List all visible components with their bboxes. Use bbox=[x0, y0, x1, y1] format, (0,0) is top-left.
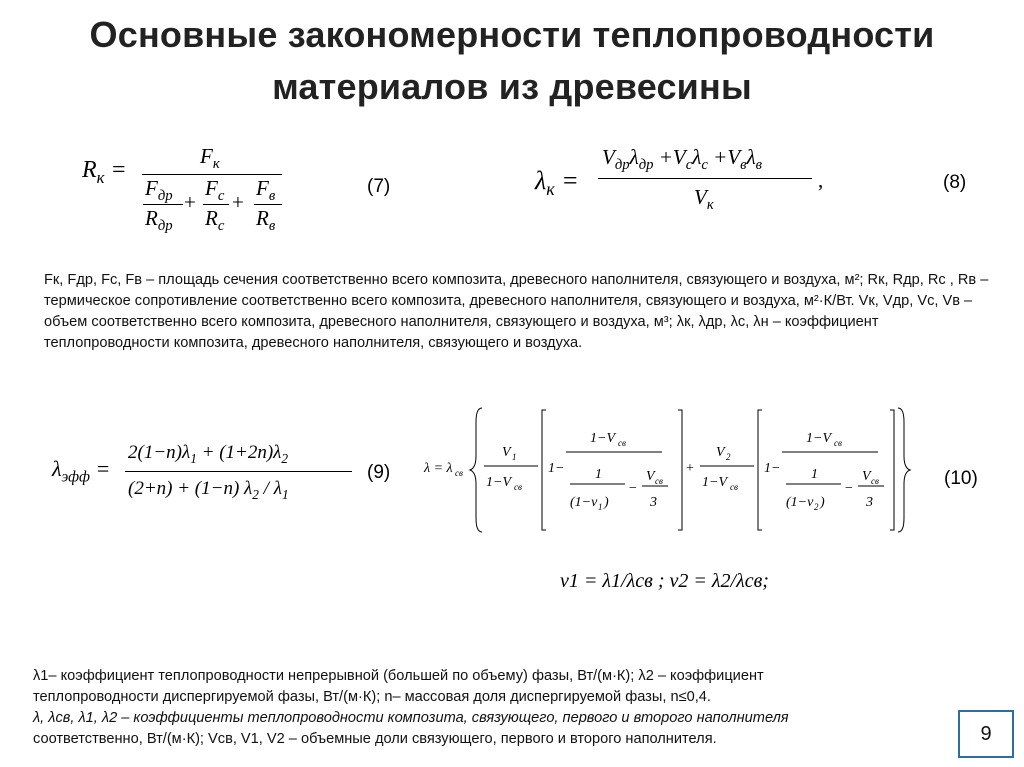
svg-text:3: 3 bbox=[866, 495, 873, 510]
slide-number-badge bbox=[958, 710, 1014, 758]
svg-text:св: св bbox=[730, 482, 738, 492]
svg-text:1: 1 bbox=[598, 502, 603, 512]
svg-text:1: 1 bbox=[512, 452, 517, 462]
svg-text:1−V: 1−V bbox=[702, 475, 727, 490]
equation-7-number: (7) bbox=[367, 176, 391, 197]
slide-title-line2: материалов из древесины bbox=[272, 66, 752, 107]
slide: Основные закономерности теплопроводности материалов из древесины $R_к$ = $F_к$ $F_{др}$ $R_{др}$ + $F_с$ $R_с$ + $F_в$ $R_в$ (7) $\lambda_к$ = $V_{др}\lambda_{др} +V_с\lambda_с +V_в\lambda_в$ $V_к$ , (8) Fк, Fдр, Fс, Fв – площадь сечения соответственно всего композита, древесного наполнителя, связующего и воздуха, м²; Rк, Rдр, Rс , Rв – термическое сопротивление соответственно всего композита, древесного наполнителя, связующего и воздуха, м²·К/Вт. Vк, Vдр, Vс, Vв – объем соответственно всего композита, древесного наполнителя, связующего и воздуха, м³; λк, λдр, λс, λн – коэффициент теплопроводности композита, древесного наполнителя, связующего и воздуха. $\lambda_{эфф}$ = $2(1-n)\lambda_1 + (1+2n)\lambda_2$ (2+n) + (1−n) $\lambda_2 / \lambda_1$ (9) λ = λ св V 1 1−V св 1− 1−V св 1 (1−ν 1 ) − V св 3 + V 2 1−V св 1− 1−V св 1 (1−ν 2 ) − V св 3 (10) ν1 = λ1/λсв ; ν2 = λ2/λсв; λ1– коэффициент теплопроводности непрерывной (большей по объему) фазы, Вт/(м·К); λ2 – коэффициент теплопроводности диспергируемой фазы, Вт/(м·К); n– массовая доля диспергируемой фазы, n≤0,4. λ, λсв, λ1, λ2 – коэффициенты теплопроводности композита, связующего, первого и второго наполнителя соответственно, Вт/(м·К); Vсв, V1, V2 – объемные доли связующего, первого и второго наполнителя. 9 bbox=[0, 0, 1024, 767]
svg-text:св: св bbox=[618, 438, 626, 448]
svg-text:1−V: 1−V bbox=[486, 475, 511, 490]
variables-description-1: Fк, Fдр, Fс, Fв – площадь сечения соответственно всего композита, древесного наполнителя, связующего и воздуха, м²; Rк, Rдр, Rс , Rв – термическое сопротивление соответственно всего композита, древесного наполнителя, связующего и воздуха, м²·К/Вт. Vк, Vдр, Vс, Vв – объем соответственно всего композита, древесного наполнителя, связующего и воздуха, м³; λк, λдр, λс, λн – коэффициент теплопроводности композита, древесного наполнителя, связующего и воздуха. bbox=[44, 272, 989, 351]
equation-10-number: (10) bbox=[944, 468, 978, 489]
svg-text:св: св bbox=[455, 468, 463, 478]
svg-text:λ = λ: λ = λ bbox=[424, 461, 453, 476]
description-line-4: соответственно, Вт/(м·К); Vсв, V1, V2 – объемные доли связующего, первого и второго наполнителя. bbox=[33, 731, 717, 747]
svg-text:(1−ν: (1−ν bbox=[570, 495, 598, 510]
svg-text:V: V bbox=[862, 469, 871, 484]
svg-text:1−V: 1−V bbox=[590, 431, 615, 446]
equation-8-number: (8) bbox=[943, 172, 967, 193]
svg-text:(1−ν: (1−ν bbox=[786, 495, 814, 510]
svg-text:2: 2 bbox=[726, 452, 731, 462]
slide-title-line1: Основные закономерности теплопроводности bbox=[89, 14, 935, 55]
description-line-3: λ, λсв, λ1, λ2 – коэффициенты теплопроводности композита, связующего, первого и второго наполнителя bbox=[33, 710, 789, 726]
svg-text:св: св bbox=[834, 438, 842, 448]
svg-text:1: 1 bbox=[811, 467, 818, 482]
svg-text:св: св bbox=[871, 476, 879, 486]
svg-text:V: V bbox=[716, 445, 725, 460]
svg-text:V: V bbox=[502, 445, 511, 460]
variables-description-2 bbox=[33, 666, 1023, 750]
svg-text:+: + bbox=[686, 461, 694, 476]
svg-text:V: V bbox=[646, 469, 655, 484]
equation-10 bbox=[420, 400, 920, 540]
svg-text:−: − bbox=[628, 481, 638, 496]
svg-text:3: 3 bbox=[650, 495, 657, 510]
svg-text:1−: 1− bbox=[764, 461, 781, 476]
svg-text:св: св bbox=[655, 476, 663, 486]
svg-text:−: − bbox=[844, 481, 854, 496]
svg-text:): ) bbox=[820, 495, 825, 510]
slide-number: 9 bbox=[980, 723, 992, 745]
equation-9-number: (9) bbox=[367, 462, 391, 483]
svg-text:2: 2 bbox=[814, 502, 819, 512]
svg-text:1−V: 1−V bbox=[806, 431, 831, 446]
description-line-1: λ1– коэффициент теплопроводности непрерывной (большей по объему) фазы, Вт/(м·К); λ2 – коэффициент bbox=[33, 668, 764, 684]
svg-text:): ) bbox=[604, 495, 609, 510]
svg-text:1−: 1− bbox=[548, 461, 565, 476]
svg-text:св: св bbox=[514, 482, 522, 492]
svg-text:1: 1 bbox=[595, 467, 602, 482]
nu-definitions: ν1 = λ1/λсв ; ν2 = λ2/λсв; bbox=[560, 570, 769, 592]
description-line-2: теплопроводности диспергируемой фазы, Вт/(м·К); n– массовая доля диспергируемой фазы, n≤0,4. bbox=[33, 689, 711, 705]
